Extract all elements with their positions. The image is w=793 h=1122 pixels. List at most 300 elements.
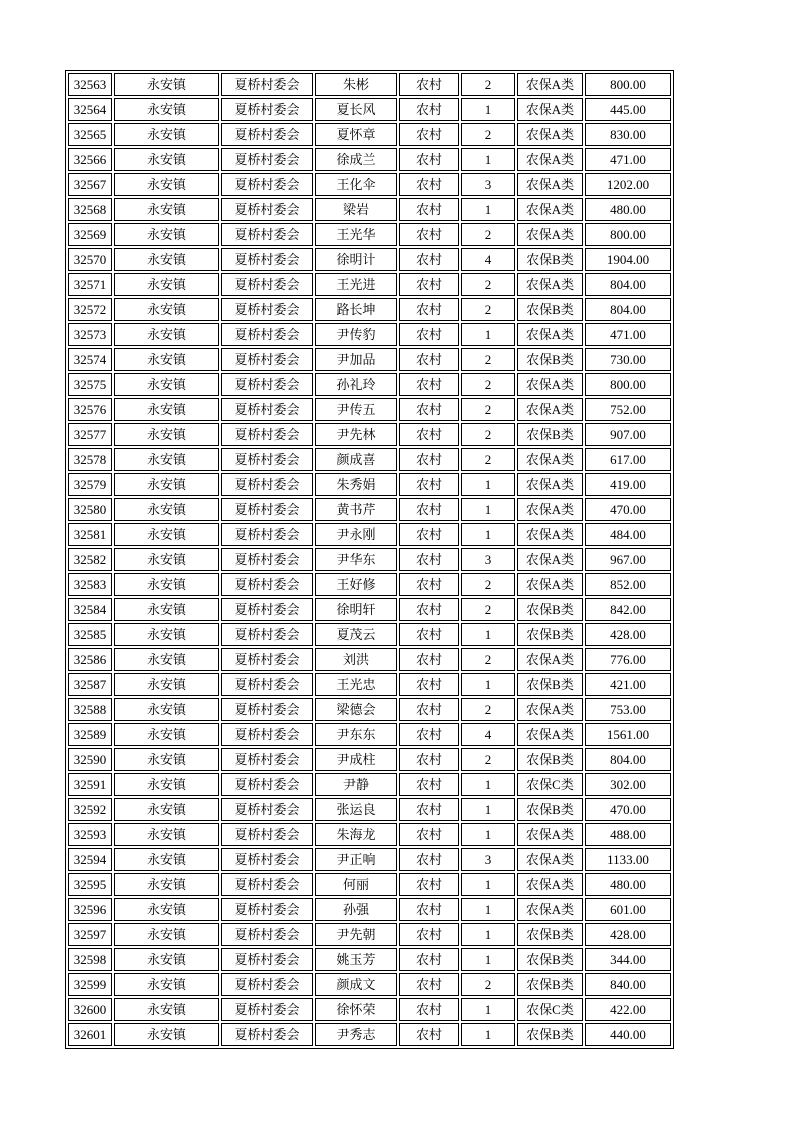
cell-person-name: 徐成兰 — [315, 148, 397, 171]
cell-amount: 428.00 — [585, 923, 671, 946]
cell-amount: 617.00 — [585, 448, 671, 471]
cell-village-committee: 夏桥村委会 — [221, 748, 313, 771]
table-row — [68, 998, 671, 1021]
cell-village-committee: 夏桥村委会 — [221, 198, 313, 221]
cell-person-count: 1 — [461, 923, 515, 946]
cell-serial-number: 32579 — [68, 473, 112, 496]
cell-town: 永安镇 — [114, 198, 219, 221]
cell-area-type: 农村 — [399, 748, 459, 771]
cell-serial-number: 32567 — [68, 173, 112, 196]
cell-town: 永安镇 — [114, 998, 219, 1021]
cell-village-committee: 夏桥村委会 — [221, 173, 313, 196]
cell-person-name: 颜成喜 — [315, 448, 397, 471]
cell-insurance-category: 农保A类 — [517, 73, 583, 96]
cell-amount: 1202.00 — [585, 173, 671, 196]
cell-person-name: 尹秀志 — [315, 1023, 397, 1046]
cell-person-name: 梁岩 — [315, 198, 397, 221]
cell-town: 永安镇 — [114, 648, 219, 671]
cell-serial-number: 32572 — [68, 298, 112, 321]
cell-person-count: 1 — [461, 523, 515, 546]
cell-insurance-category: 农保A类 — [517, 723, 583, 746]
cell-village-committee: 夏桥村委会 — [221, 523, 313, 546]
cell-person-name: 朱海龙 — [315, 823, 397, 846]
cell-area-type: 农村 — [399, 173, 459, 196]
cell-amount: 422.00 — [585, 998, 671, 1021]
cell-person-count: 1 — [461, 798, 515, 821]
cell-town: 永安镇 — [114, 798, 219, 821]
cell-area-type: 农村 — [399, 698, 459, 721]
cell-person-name: 梁德会 — [315, 698, 397, 721]
cell-insurance-category: 农保A类 — [517, 448, 583, 471]
cell-amount: 840.00 — [585, 973, 671, 996]
cell-person-count: 1 — [461, 623, 515, 646]
cell-serial-number: 32575 — [68, 373, 112, 396]
cell-person-name: 孙礼玲 — [315, 373, 397, 396]
cell-town: 永安镇 — [114, 223, 219, 246]
cell-amount: 967.00 — [585, 548, 671, 571]
cell-person-count: 2 — [461, 73, 515, 96]
cell-person-name: 朱彬 — [315, 73, 397, 96]
cell-area-type: 农村 — [399, 573, 459, 596]
cell-insurance-category: 农保A类 — [517, 498, 583, 521]
cell-serial-number: 32593 — [68, 823, 112, 846]
cell-serial-number: 32563 — [68, 73, 112, 96]
cell-person-count: 1 — [461, 773, 515, 796]
cell-town: 永安镇 — [114, 773, 219, 796]
cell-village-committee: 夏桥村委会 — [221, 1023, 313, 1046]
cell-amount: 1133.00 — [585, 848, 671, 871]
cell-serial-number: 32589 — [68, 723, 112, 746]
table-row — [68, 873, 671, 896]
cell-person-name: 尹华东 — [315, 548, 397, 571]
cell-area-type: 农村 — [399, 148, 459, 171]
cell-person-name: 尹永刚 — [315, 523, 397, 546]
cell-amount: 804.00 — [585, 273, 671, 296]
cell-amount: 470.00 — [585, 498, 671, 521]
cell-amount: 800.00 — [585, 73, 671, 96]
cell-insurance-category: 农保A类 — [517, 523, 583, 546]
cell-serial-number: 32576 — [68, 398, 112, 421]
cell-area-type: 农村 — [399, 723, 459, 746]
table-row — [68, 448, 671, 471]
cell-serial-number: 32599 — [68, 973, 112, 996]
cell-town: 永安镇 — [114, 723, 219, 746]
cell-amount: 440.00 — [585, 1023, 671, 1046]
cell-town: 永安镇 — [114, 1023, 219, 1046]
table-row — [68, 948, 671, 971]
cell-town: 永安镇 — [114, 848, 219, 871]
table-row — [68, 98, 671, 121]
cell-amount: 601.00 — [585, 898, 671, 921]
cell-town: 永安镇 — [114, 273, 219, 296]
cell-person-name: 孙强 — [315, 898, 397, 921]
cell-insurance-category: 农保A类 — [517, 273, 583, 296]
cell-town: 永安镇 — [114, 673, 219, 696]
cell-amount: 344.00 — [585, 948, 671, 971]
cell-area-type: 农村 — [399, 248, 459, 271]
cell-person-count: 2 — [461, 298, 515, 321]
cell-town: 永安镇 — [114, 873, 219, 896]
cell-insurance-category: 农保A类 — [517, 223, 583, 246]
cell-insurance-category: 农保B类 — [517, 348, 583, 371]
cell-area-type: 农村 — [399, 998, 459, 1021]
cell-amount: 419.00 — [585, 473, 671, 496]
cell-person-name: 姚玉芳 — [315, 948, 397, 971]
cell-person-count: 1 — [461, 673, 515, 696]
cell-village-committee: 夏桥村委会 — [221, 623, 313, 646]
cell-serial-number: 32565 — [68, 123, 112, 146]
cell-insurance-category: 农保B类 — [517, 973, 583, 996]
cell-insurance-category: 农保B类 — [517, 1023, 583, 1046]
cell-town: 永安镇 — [114, 148, 219, 171]
cell-person-name: 王好修 — [315, 573, 397, 596]
table-row — [68, 498, 671, 521]
cell-town: 永安镇 — [114, 123, 219, 146]
cell-person-name: 徐明计 — [315, 248, 397, 271]
cell-town: 永安镇 — [114, 623, 219, 646]
table-row — [68, 748, 671, 771]
cell-town: 永安镇 — [114, 898, 219, 921]
cell-person-count: 2 — [461, 223, 515, 246]
cell-serial-number: 32564 — [68, 98, 112, 121]
cell-person-name: 夏茂云 — [315, 623, 397, 646]
cell-insurance-category: 农保A类 — [517, 398, 583, 421]
table-row — [68, 773, 671, 796]
table-row — [68, 973, 671, 996]
cell-person-count: 2 — [461, 698, 515, 721]
cell-insurance-category: 农保B类 — [517, 673, 583, 696]
table-row — [68, 198, 671, 221]
cell-person-count: 1 — [461, 1023, 515, 1046]
cell-insurance-category: 农保A类 — [517, 173, 583, 196]
cell-village-committee: 夏桥村委会 — [221, 573, 313, 596]
cell-village-committee: 夏桥村委会 — [221, 98, 313, 121]
cell-person-count: 2 — [461, 398, 515, 421]
cell-serial-number: 32598 — [68, 948, 112, 971]
cell-serial-number: 32597 — [68, 923, 112, 946]
cell-person-count: 2 — [461, 348, 515, 371]
cell-town: 永安镇 — [114, 598, 219, 621]
cell-insurance-category: 农保A类 — [517, 898, 583, 921]
cell-town: 永安镇 — [114, 923, 219, 946]
cell-person-name: 夏长风 — [315, 98, 397, 121]
cell-village-committee: 夏桥村委会 — [221, 398, 313, 421]
cell-person-count: 1 — [461, 873, 515, 896]
cell-person-count: 1 — [461, 498, 515, 521]
table-row — [68, 73, 671, 96]
cell-town: 永安镇 — [114, 173, 219, 196]
cell-town: 永安镇 — [114, 823, 219, 846]
cell-serial-number: 32586 — [68, 648, 112, 671]
cell-insurance-category: 农保A类 — [517, 573, 583, 596]
cell-person-name: 徐怀荣 — [315, 998, 397, 1021]
cell-town: 永安镇 — [114, 248, 219, 271]
cell-area-type: 农村 — [399, 923, 459, 946]
cell-insurance-category: 农保B类 — [517, 598, 583, 621]
cell-amount: 1904.00 — [585, 248, 671, 271]
cell-person-count: 2 — [461, 448, 515, 471]
cell-village-committee: 夏桥村委会 — [221, 998, 313, 1021]
cell-amount: 471.00 — [585, 323, 671, 346]
cell-village-committee: 夏桥村委会 — [221, 898, 313, 921]
cell-insurance-category: 农保B类 — [517, 798, 583, 821]
cell-serial-number: 32578 — [68, 448, 112, 471]
cell-amount: 804.00 — [585, 298, 671, 321]
cell-person-count: 2 — [461, 648, 515, 671]
cell-person-name: 尹正响 — [315, 848, 397, 871]
cell-town: 永安镇 — [114, 473, 219, 496]
cell-serial-number: 32596 — [68, 898, 112, 921]
table-row — [68, 848, 671, 871]
cell-insurance-category: 农保A类 — [517, 98, 583, 121]
cell-area-type: 农村 — [399, 123, 459, 146]
cell-person-count: 2 — [461, 423, 515, 446]
cell-town: 永安镇 — [114, 748, 219, 771]
table-row — [68, 623, 671, 646]
cell-village-committee: 夏桥村委会 — [221, 148, 313, 171]
cell-area-type: 农村 — [399, 273, 459, 296]
cell-person-name: 朱秀娟 — [315, 473, 397, 496]
cell-serial-number: 32588 — [68, 698, 112, 721]
cell-person-name: 尹传五 — [315, 398, 397, 421]
table-row — [68, 898, 671, 921]
cell-person-name: 王化伞 — [315, 173, 397, 196]
cell-serial-number: 32595 — [68, 873, 112, 896]
cell-village-committee: 夏桥村委会 — [221, 273, 313, 296]
cell-village-committee: 夏桥村委会 — [221, 373, 313, 396]
cell-village-committee: 夏桥村委会 — [221, 973, 313, 996]
table-row — [68, 798, 671, 821]
cell-area-type: 农村 — [399, 373, 459, 396]
cell-person-count: 2 — [461, 748, 515, 771]
cell-area-type: 农村 — [399, 973, 459, 996]
cell-amount: 776.00 — [585, 648, 671, 671]
cell-amount: 428.00 — [585, 623, 671, 646]
cell-amount: 445.00 — [585, 98, 671, 121]
cell-insurance-category: 农保A类 — [517, 148, 583, 171]
cell-area-type: 农村 — [399, 548, 459, 571]
table-row — [68, 273, 671, 296]
cell-person-count: 1 — [461, 998, 515, 1021]
cell-town: 永安镇 — [114, 548, 219, 571]
cell-serial-number: 32592 — [68, 798, 112, 821]
cell-person-count: 2 — [461, 123, 515, 146]
cell-person-count: 2 — [461, 573, 515, 596]
cell-town: 永安镇 — [114, 973, 219, 996]
table-row — [68, 523, 671, 546]
cell-village-committee: 夏桥村委会 — [221, 298, 313, 321]
cell-person-count: 1 — [461, 898, 515, 921]
cell-person-count: 1 — [461, 948, 515, 971]
cell-insurance-category: 农保B类 — [517, 423, 583, 446]
cell-insurance-category: 农保C类 — [517, 773, 583, 796]
cell-area-type: 农村 — [399, 598, 459, 621]
cell-serial-number: 32590 — [68, 748, 112, 771]
cell-village-committee: 夏桥村委会 — [221, 223, 313, 246]
cell-amount: 852.00 — [585, 573, 671, 596]
cell-serial-number: 32600 — [68, 998, 112, 1021]
cell-village-committee: 夏桥村委会 — [221, 248, 313, 271]
cell-village-committee: 夏桥村委会 — [221, 548, 313, 571]
cell-serial-number: 32580 — [68, 498, 112, 521]
cell-village-committee: 夏桥村委会 — [221, 448, 313, 471]
table-body — [68, 73, 671, 1046]
table-row — [68, 1023, 671, 1046]
cell-town: 永安镇 — [114, 523, 219, 546]
cell-area-type: 农村 — [399, 523, 459, 546]
table-row — [68, 723, 671, 746]
cell-village-committee: 夏桥村委会 — [221, 498, 313, 521]
table-row — [68, 398, 671, 421]
cell-village-committee: 夏桥村委会 — [221, 598, 313, 621]
cell-amount: 488.00 — [585, 823, 671, 846]
cell-serial-number: 32568 — [68, 198, 112, 221]
cell-insurance-category: 农保B类 — [517, 623, 583, 646]
cell-town: 永安镇 — [114, 448, 219, 471]
cell-person-name: 徐明轩 — [315, 598, 397, 621]
table-row — [68, 373, 671, 396]
cell-amount: 753.00 — [585, 698, 671, 721]
cell-person-count: 2 — [461, 273, 515, 296]
table-row — [68, 123, 671, 146]
table-row — [68, 173, 671, 196]
cell-town: 永安镇 — [114, 573, 219, 596]
cell-village-committee: 夏桥村委会 — [221, 848, 313, 871]
cell-village-committee: 夏桥村委会 — [221, 673, 313, 696]
cell-area-type: 农村 — [399, 398, 459, 421]
cell-amount: 421.00 — [585, 673, 671, 696]
table-row — [68, 423, 671, 446]
cell-person-count: 3 — [461, 548, 515, 571]
cell-person-count: 2 — [461, 373, 515, 396]
cell-person-name: 夏怀章 — [315, 123, 397, 146]
cell-person-name: 黄书芹 — [315, 498, 397, 521]
cell-area-type: 农村 — [399, 348, 459, 371]
cell-person-count: 2 — [461, 973, 515, 996]
cell-area-type: 农村 — [399, 498, 459, 521]
table-row — [68, 573, 671, 596]
cell-area-type: 农村 — [399, 473, 459, 496]
cell-person-count: 2 — [461, 598, 515, 621]
cell-serial-number: 32587 — [68, 673, 112, 696]
cell-serial-number: 32573 — [68, 323, 112, 346]
cell-serial-number: 32584 — [68, 598, 112, 621]
cell-serial-number: 32585 — [68, 623, 112, 646]
cell-amount: 800.00 — [585, 223, 671, 246]
cell-insurance-category: 农保A类 — [517, 648, 583, 671]
cell-amount: 730.00 — [585, 348, 671, 371]
cell-insurance-category: 农保A类 — [517, 823, 583, 846]
cell-area-type: 农村 — [399, 948, 459, 971]
cell-area-type: 农村 — [399, 798, 459, 821]
cell-insurance-category: 农保A类 — [517, 848, 583, 871]
cell-person-name: 王光华 — [315, 223, 397, 246]
cell-person-count: 3 — [461, 848, 515, 871]
cell-insurance-category: 农保A类 — [517, 373, 583, 396]
cell-person-name: 尹东东 — [315, 723, 397, 746]
table-row — [68, 823, 671, 846]
cell-area-type: 农村 — [399, 1023, 459, 1046]
cell-person-name: 尹加品 — [315, 348, 397, 371]
cell-person-name: 刘洪 — [315, 648, 397, 671]
cell-amount: 830.00 — [585, 123, 671, 146]
cell-insurance-category: 农保A类 — [517, 198, 583, 221]
table-row — [68, 698, 671, 721]
table-row — [68, 598, 671, 621]
cell-village-committee: 夏桥村委会 — [221, 348, 313, 371]
cell-serial-number: 32581 — [68, 523, 112, 546]
table-row — [68, 923, 671, 946]
cell-person-name: 张运良 — [315, 798, 397, 821]
cell-insurance-category: 农保B类 — [517, 298, 583, 321]
benefits-roster-table — [65, 70, 674, 1049]
cell-person-count: 1 — [461, 148, 515, 171]
cell-person-count: 1 — [461, 823, 515, 846]
cell-insurance-category: 农保B类 — [517, 248, 583, 271]
cell-amount: 484.00 — [585, 523, 671, 546]
cell-person-name: 尹传豹 — [315, 323, 397, 346]
table-row — [68, 673, 671, 696]
cell-village-committee: 夏桥村委会 — [221, 823, 313, 846]
cell-town: 永安镇 — [114, 323, 219, 346]
cell-town: 永安镇 — [114, 698, 219, 721]
cell-town: 永安镇 — [114, 298, 219, 321]
cell-person-count: 1 — [461, 323, 515, 346]
table-row — [68, 548, 671, 571]
cell-serial-number: 32571 — [68, 273, 112, 296]
cell-town: 永安镇 — [114, 348, 219, 371]
cell-serial-number: 32569 — [68, 223, 112, 246]
cell-town: 永安镇 — [114, 98, 219, 121]
cell-area-type: 农村 — [399, 98, 459, 121]
cell-serial-number: 32601 — [68, 1023, 112, 1046]
cell-serial-number: 32594 — [68, 848, 112, 871]
cell-area-type: 农村 — [399, 673, 459, 696]
table-row — [68, 348, 671, 371]
cell-insurance-category: 农保B类 — [517, 748, 583, 771]
cell-serial-number: 32574 — [68, 348, 112, 371]
cell-person-name: 尹静 — [315, 773, 397, 796]
cell-village-committee: 夏桥村委会 — [221, 723, 313, 746]
cell-amount: 302.00 — [585, 773, 671, 796]
cell-area-type: 农村 — [399, 873, 459, 896]
cell-village-committee: 夏桥村委会 — [221, 773, 313, 796]
cell-serial-number: 32566 — [68, 148, 112, 171]
cell-person-name: 颜成文 — [315, 973, 397, 996]
cell-town: 永安镇 — [114, 948, 219, 971]
cell-person-name: 何丽 — [315, 873, 397, 896]
table-row — [68, 648, 671, 671]
cell-person-count: 1 — [461, 98, 515, 121]
cell-area-type: 农村 — [399, 298, 459, 321]
cell-village-committee: 夏桥村委会 — [221, 73, 313, 96]
table-row — [68, 248, 671, 271]
cell-insurance-category: 农保A类 — [517, 323, 583, 346]
cell-insurance-category: 农保A类 — [517, 123, 583, 146]
cell-person-name: 尹成柱 — [315, 748, 397, 771]
cell-amount: 471.00 — [585, 148, 671, 171]
cell-insurance-category: 农保B类 — [517, 948, 583, 971]
cell-amount: 804.00 — [585, 748, 671, 771]
cell-person-name: 尹先林 — [315, 423, 397, 446]
cell-serial-number: 32582 — [68, 548, 112, 571]
cell-village-committee: 夏桥村委会 — [221, 323, 313, 346]
cell-town: 永安镇 — [114, 73, 219, 96]
cell-town: 永安镇 — [114, 398, 219, 421]
cell-person-name: 尹先朝 — [315, 923, 397, 946]
cell-area-type: 农村 — [399, 73, 459, 96]
cell-serial-number: 32577 — [68, 423, 112, 446]
